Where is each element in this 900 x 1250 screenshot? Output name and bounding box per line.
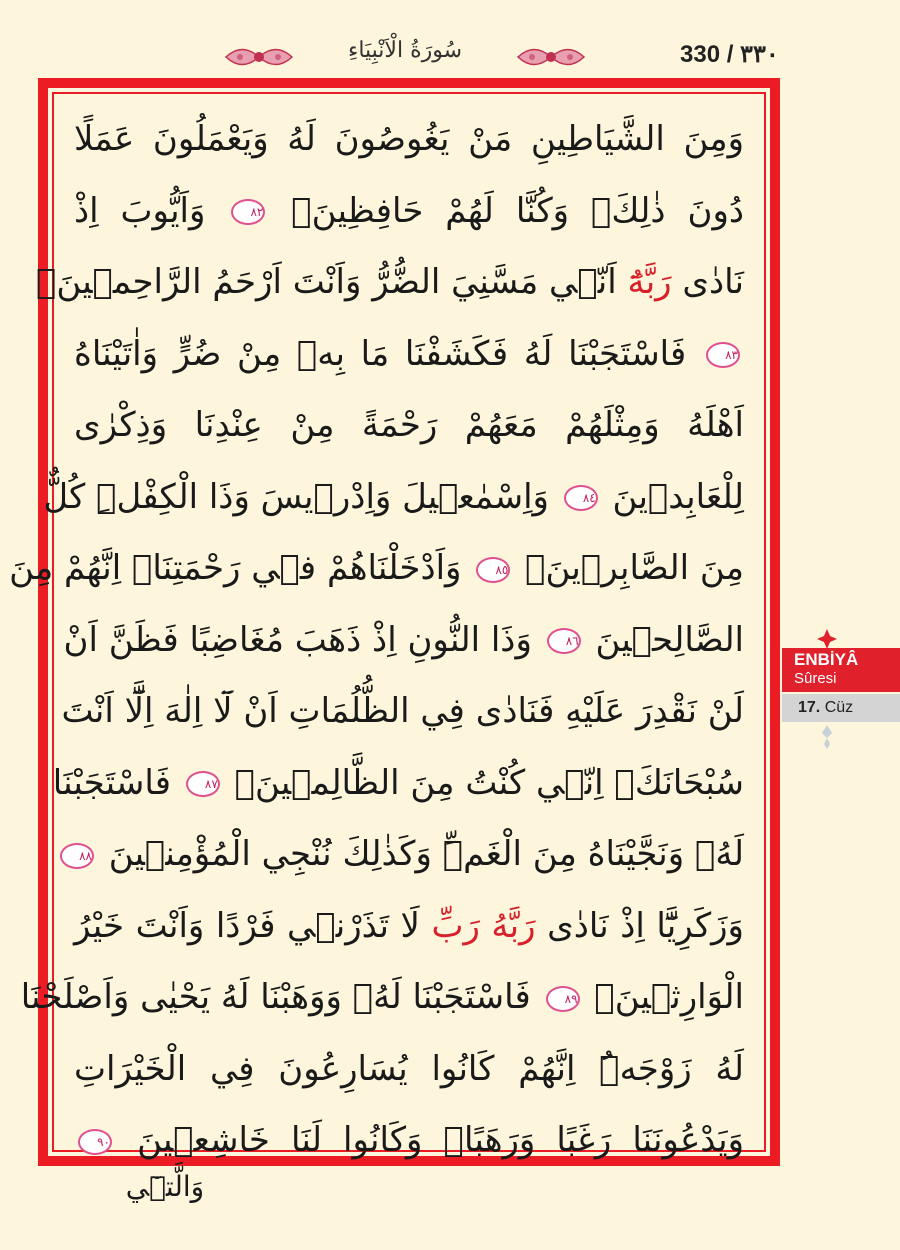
verse-line: [74, 319, 744, 391]
verse-text: وَاَدْخَلْنَاهُمْ ف۪ي رَحْمَتِنَاۜ اِنَّهُمْ مِنَ: [9, 548, 473, 588]
ayah-number-badge: ٨٤: [564, 485, 598, 511]
divine-name-text: رَبَّهُٓ: [627, 262, 672, 302]
verse-line: [63, 605, 744, 677]
ayah-number-badge: ٨٣: [706, 342, 740, 368]
verse-line: [74, 891, 744, 963]
verse-line: [74, 1105, 744, 1177]
verse-line: [74, 1034, 744, 1106]
verse-text: لَهُ زَوْجَهُۜ اِنَّهُمْ كَانُوا يُسَارِعُونَ فِي الْخَيْرَاتِ: [74, 1048, 744, 1089]
verse-text: لَنْ نَقْدِرَ عَلَيْهِ فَنَادٰى فِي الظُّلُمَاتِ اَنْ لَٓا اِلٰهَ اِلَّٓا اَنْتَ: [61, 691, 744, 731]
right-ornament-icon: [514, 40, 588, 74]
page-frame: [9, 78, 780, 1166]
verse-text: دُونَ ذٰلِكَۚ وَكُنَّا لَهُمْ حَافِظِينَۙ: [269, 190, 744, 231]
verse-text: الْوَارِث۪ينَۚ: [583, 977, 744, 1017]
verse-text: فَاسْتَجَبْنَا: [52, 762, 182, 803]
divine-name-text: رَبَّهُ رَبِّ: [431, 905, 536, 946]
ayah-number-badge: ٨٦: [547, 628, 581, 654]
juz-number: 17.: [798, 699, 821, 716]
drop-ornament-icon: [818, 724, 836, 750]
verse-text: الصَّالِح۪ينَ: [584, 619, 744, 660]
verse-line: [74, 176, 744, 248]
surah-name-label: [782, 648, 900, 692]
verse-text: سُبْحَانَكَۗ اِنّ۪ي كُنْتُ مِنَ الظَّالِم۪ينَۚ: [223, 762, 744, 803]
verse-text: لَا تَذَرْن۪ي فَرْدًا وَاَنْتَ خَيْرُ: [74, 905, 432, 946]
verse-text: وَمِنَ الشَّيَاطِينِ مَنْ يَغُوصُونَ لَهُ وَيَعْمَلُونَ عَمَلًا: [74, 119, 744, 159]
verse-text: اَنّ۪ي مَسَّنِيَ الضُّرُّ وَاَنْتَ اَرْحَمُ الرَّاحِم۪ينَۚ: [35, 262, 628, 302]
ayah-number-badge: ٨٧: [186, 771, 220, 797]
page-number: 330 / ٣٣٠: [680, 41, 779, 68]
verse-text: اَهْلَهُ وَمِثْلَهُمْ مَعَهُمْ رَحْمَةً مِنْ عِنْدِنَا وَذِكْرٰى: [74, 405, 744, 445]
juz-label: [782, 694, 900, 722]
ayah-number-badge: ٨٨: [60, 843, 94, 869]
ayah-number-badge: ٩٠: [78, 1129, 112, 1155]
verse-line: [74, 390, 744, 462]
verse-text: فَاسْتَجَبْنَا لَهُۘ وَوَهَبْنَا لَهُ يَحْيٰى وَاَصْلَحْنَا: [20, 977, 542, 1017]
verse-line: [20, 962, 744, 1034]
verse-text: وَاَيُّوبَ اِذْ: [74, 190, 228, 231]
page-header: [0, 0, 900, 80]
ayah-number-badge: ٨٥: [476, 557, 510, 583]
juz-text: Cüz: [824, 699, 854, 716]
verse-text: فَاسْتَجَبْنَا لَهُ فَكَشَفْنَا مَا بِه۪ مِنْ ضُرٍّ وَاٰتَيْنَاهُ: [74, 333, 702, 374]
verse-text: وَذَا النُّونِ اِذْ ذَهَبَ مُغَاضِبًا فَظَنَّ اَنْ: [63, 619, 543, 660]
ayah-number-badge: ٨٩: [546, 986, 580, 1012]
verse-text: وَيَدْعُونَنَا رَغَبًا وَرَهَبًاۜ وَكَانُوا لَنَا خَاشِع۪ينَ: [116, 1120, 744, 1160]
verse-text: لَهُۙ وَنَجَّيْنَاهُ مِنَ الْغَمِّۜ وَكَذٰلِكَ نُنْجِي الْمُؤْمِن۪ينَ: [97, 834, 744, 874]
ayah-number-badge: ٨٢: [231, 199, 265, 225]
verse-line: [9, 533, 744, 605]
verse-line: [61, 676, 744, 748]
left-ornament-icon: [222, 40, 296, 74]
catchword: وَالَّت۪ٓي: [125, 1170, 205, 1203]
surah-sub: Sûresi: [794, 670, 837, 687]
quran-text-block: [9, 104, 744, 1177]
surah-title: سُورَةُ الْاَنْبِيَاءِ: [347, 38, 463, 63]
surah-name: ENBİYÂ: [794, 650, 859, 669]
verse-line: [52, 748, 744, 820]
verse-line: [35, 247, 744, 319]
verse-line: [74, 104, 744, 176]
verse-text: لِلْعَابِد۪ينَ: [601, 476, 744, 517]
verse-text: مِنَ الصَّابِر۪ينَۚ: [514, 548, 744, 588]
verse-line: [43, 462, 744, 534]
flower-ornament-icon: [816, 628, 838, 650]
verse-line: [74, 819, 744, 891]
verse-text: وَزَكَرِيَّٓا اِذْ نَادٰى: [535, 905, 744, 946]
verse-text: وَاِسْمٰع۪يلَ وَاِدْر۪يسَ وَذَا الْكِفْلِۜ كُلٌّ: [43, 476, 560, 517]
verse-text: نَادٰى: [671, 262, 744, 302]
